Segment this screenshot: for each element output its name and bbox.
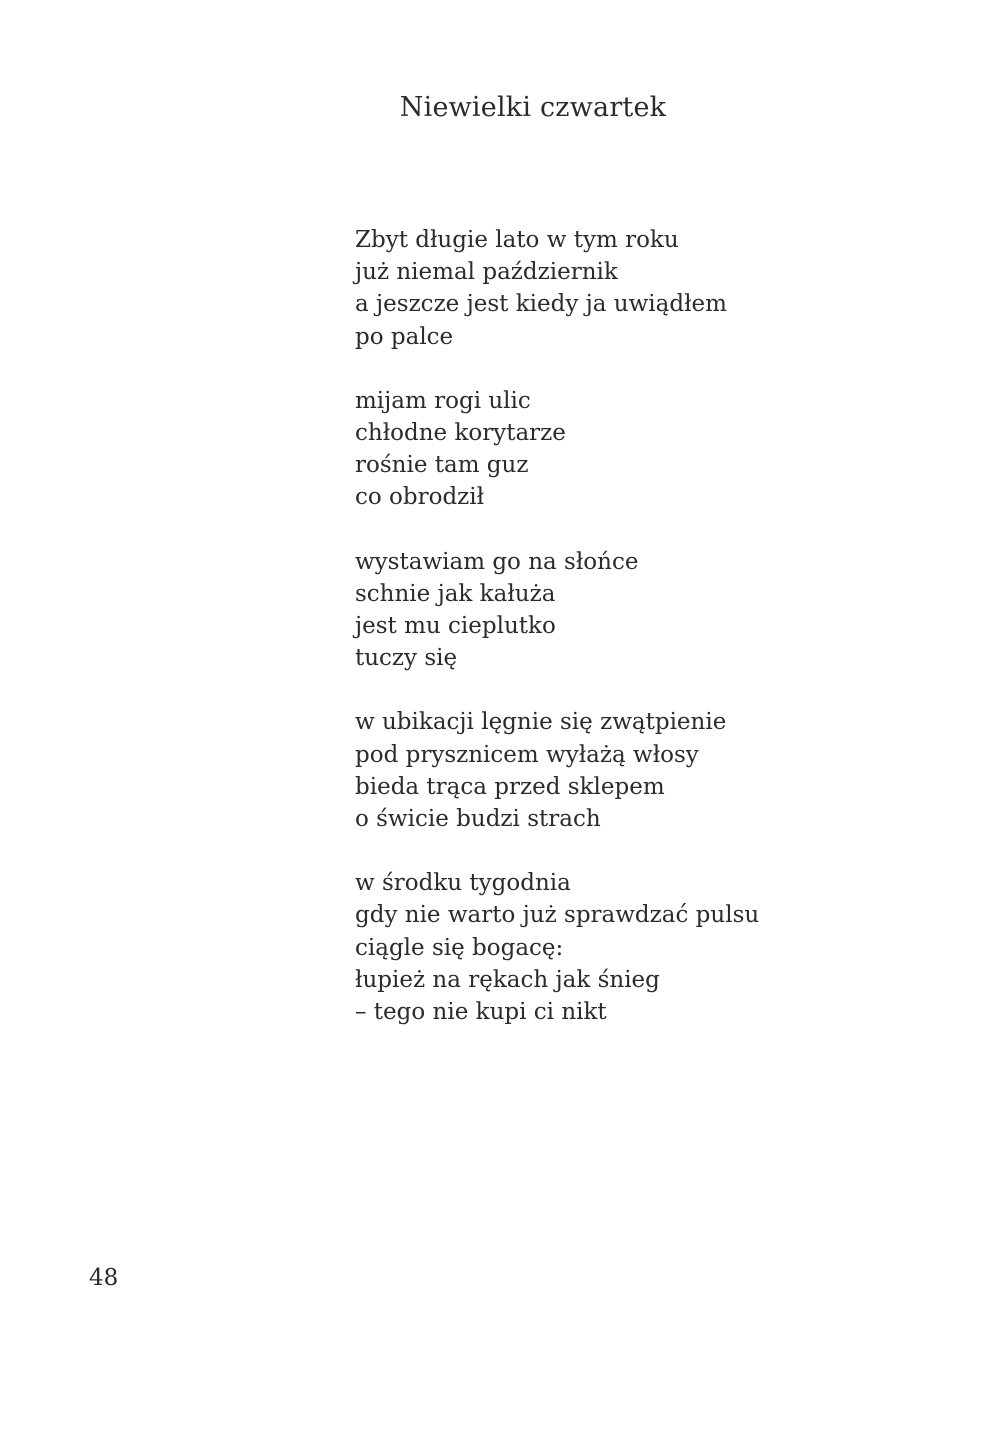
poem-title: Niewielki czwartek	[399, 92, 667, 123]
poem-body	[355, 224, 915, 1060]
poem-line: w środku tygodnia	[355, 870, 571, 897]
poem-line: łupież na rękach jak śnieg	[355, 966, 660, 993]
poem-line: w ubikacji lęgnie się zwątpienie	[355, 709, 727, 736]
stanza-1	[355, 224, 915, 353]
poem-line: rośnie tam guz	[355, 452, 529, 479]
poem-line: o świcie budzi strach	[355, 806, 601, 833]
stanza-2	[355, 385, 915, 514]
poem-line: tuczy się	[355, 645, 458, 672]
poem-line: mijam rogi ulic	[355, 387, 531, 414]
poem-line: już niemal październik	[355, 259, 618, 286]
stanza-3	[355, 546, 915, 675]
poem-line: jest mu cieplutko	[355, 613, 556, 640]
poem-line: chłodne korytarze	[355, 420, 566, 447]
poem-line: schnie jak kałuża	[355, 580, 556, 607]
poem-line: bieda trąca przed sklepem	[355, 773, 665, 800]
stanza-4	[355, 706, 915, 835]
poem-line: po palce	[355, 323, 454, 350]
poem-line: wystawiam go na słońce	[355, 548, 639, 575]
poem-line: a jeszcze jest kiedy ja uwiądłem	[355, 291, 727, 318]
poem-line: Zbyt długie lato w tym roku	[355, 227, 679, 253]
poem-line: – tego nie kupi ci nikt	[355, 999, 607, 1026]
stanza-5	[355, 867, 915, 1028]
page-number: 48	[89, 1265, 119, 1291]
poem-line: pod prysznicem wyłażą włosy	[355, 741, 699, 768]
poem-line: co obrodził	[355, 484, 485, 511]
poem-line: gdy nie warto już sprawdzać pulsu	[355, 902, 760, 929]
poem-line: ciągle się bogacę:	[355, 934, 564, 961]
